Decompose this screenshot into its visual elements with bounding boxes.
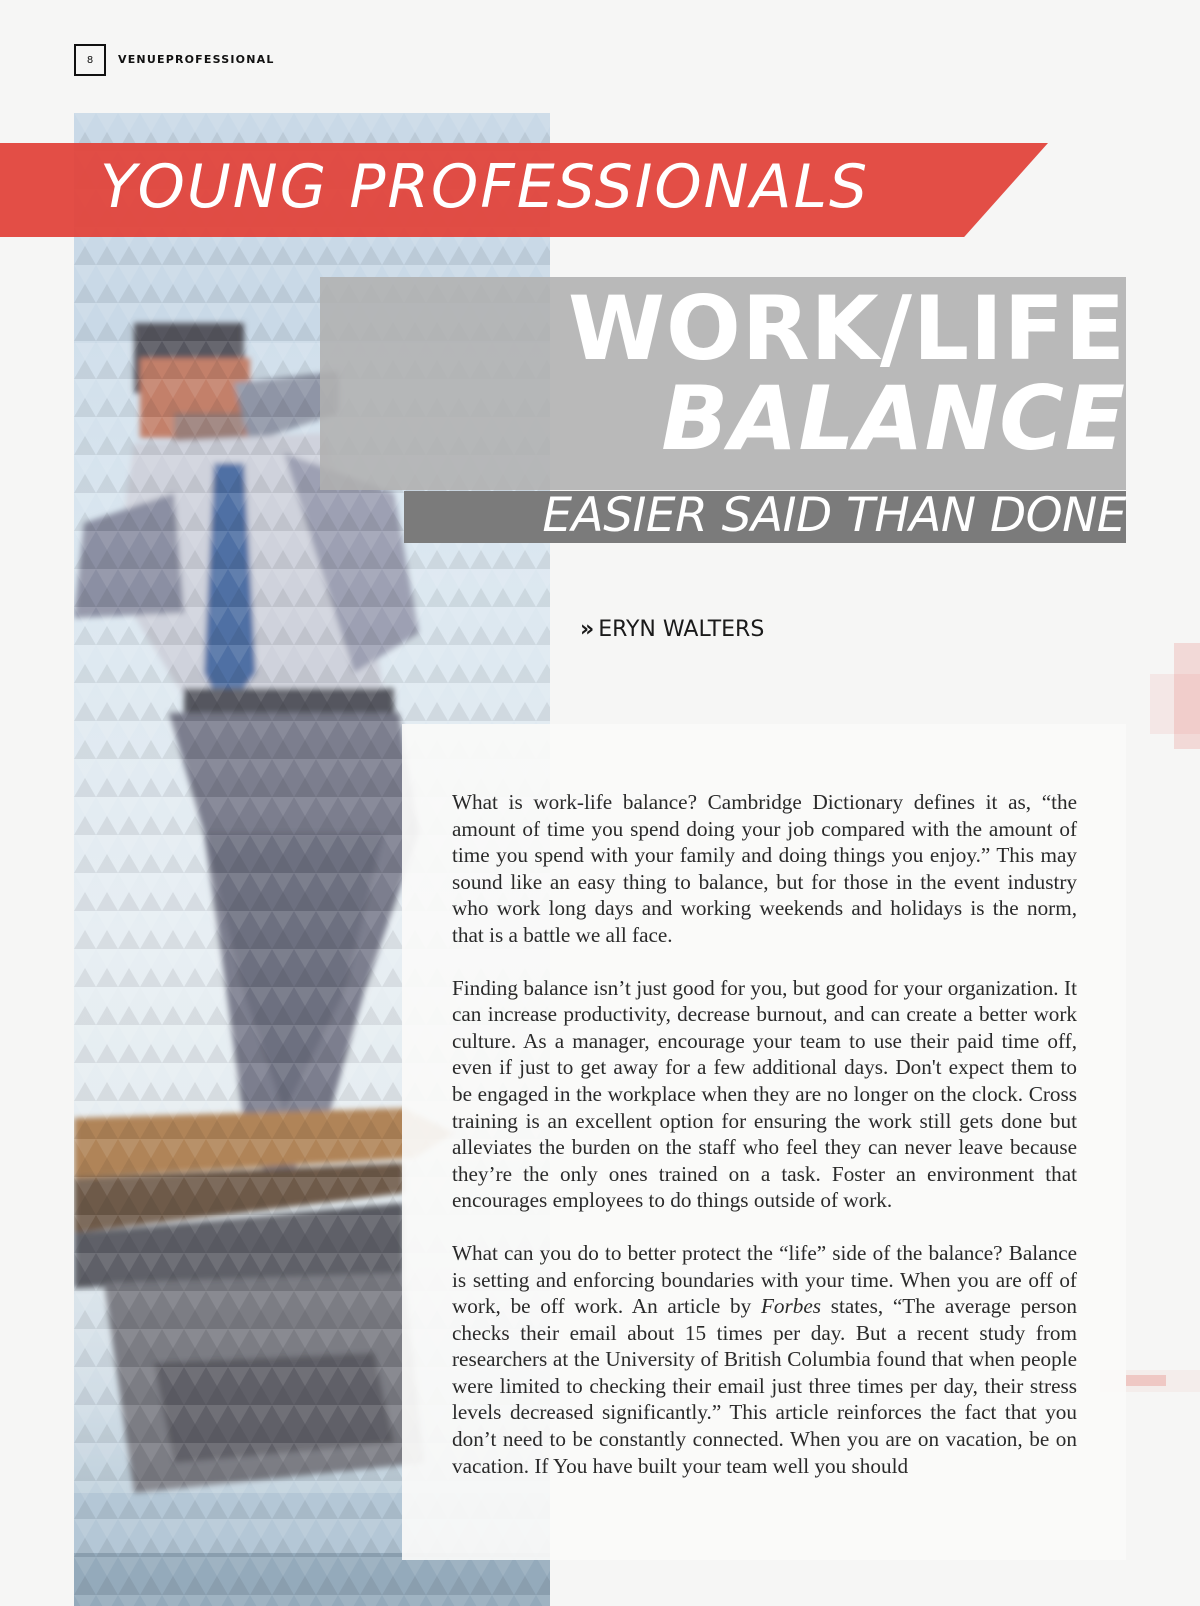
paragraph-text: What can you do to better protect the “life” side of the balance? Balance is setting and enforcing boundaries with your time. When you are off of work, be off work. An article by xyxy=(452,1240,1077,1319)
article-paragraph: Finding balance isn’t just good for you, but good for your organization. It can increase productivity, decrease burnout, and can create a better work culture. As a manager, encourage your team to use their paid time off, even if just to get away for a few additional days. Don't expect them to be engaged in the workplace when they are no longer on the clock. Cross training is an excellent option for ensuring the work still gets done but alleviates the burden on the staff who feel they can never leave because they’re the only ones trained on a task. Foster an environment that encourages employees to do things outside of work. xyxy=(452,975,1077,1213)
paragraph-text: states, “The average person checks their email about 15 times per day. But a recent study from researchers at the University of British Columbia found that when people were limited to checking their email just three times per day, their stress levels decreased significantly.” This article reinforces the fact that you don’t need to be constantly connected. When you are on vacation, be on vacation. If You have built your team well you should xyxy=(452,1294,1078,1478)
article-body xyxy=(452,789,1077,1505)
edge-accent xyxy=(1150,674,1200,734)
byline xyxy=(580,617,764,642)
byline-chevron-icon: » xyxy=(580,617,595,642)
magazine-name-rest: PROFESSIONAL xyxy=(165,53,275,66)
section-title: YOUNG PROFESSIONALS xyxy=(100,152,870,222)
subhead: EASIER SAID THAN DONE xyxy=(542,488,1126,543)
author-name: ERYN WALTERS xyxy=(598,617,765,642)
publication-name: Forbes xyxy=(760,1294,822,1319)
magazine-name-bold: VENUE xyxy=(118,53,166,66)
article-paragraph xyxy=(452,1240,1077,1479)
headline-line-1: WORK/LIFE xyxy=(567,277,1126,380)
article-paragraph: What is work-life balance? Cambridge Dictionary defines it as, “the amount of time you spend doing your job compared with the amount of time you spend with your family and doing things you enjoy.” This may sound like an easy thing to balance, but for those in the event industry who work long days and working weekends and holidays is the norm, that is a battle we all face. xyxy=(452,790,1077,947)
page-number: 8 xyxy=(74,44,106,76)
magazine-name xyxy=(118,53,275,66)
edge-accent xyxy=(1126,1375,1166,1386)
headline-line-2: BALANCE xyxy=(661,367,1126,470)
